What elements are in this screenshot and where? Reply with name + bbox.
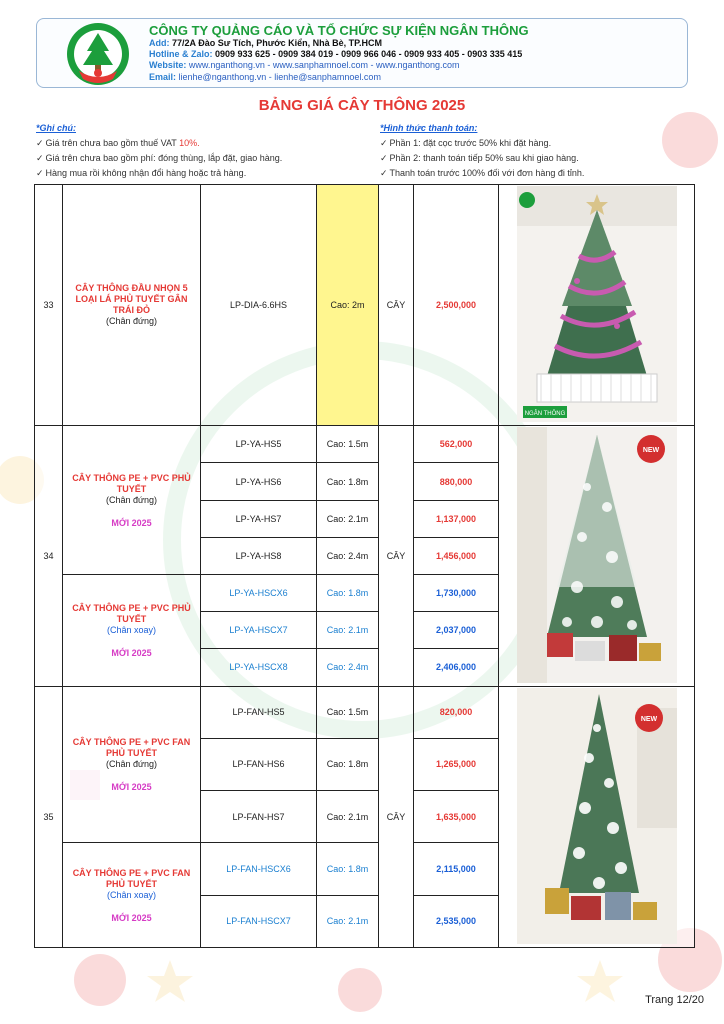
price: 2,500,000 (414, 185, 499, 426)
product-image-cell (499, 426, 695, 686)
payment-item: ✓ Phần 2: thanh toán tiếp 50% sau khi giao hàng. (380, 153, 579, 163)
note-item: ✓ Hàng mua rồi không nhận đổi hàng hoặc trả hàng. (36, 168, 247, 178)
price-table (34, 184, 695, 948)
price: 2,535,000 (414, 895, 499, 947)
product-size: Cao: 2.1m (317, 612, 379, 649)
product-name: CÂY THÔNG ĐẦU NHỌN 5 LOẠI LÁ PHỦ TUYẾT GÂN TRÁI ĐỎ (75, 283, 188, 316)
price: 880,000 (414, 463, 499, 500)
payment-heading: *Hình thức thanh toán: (380, 123, 478, 133)
unit: CÂY (379, 185, 414, 426)
payment-item: ✓ Phần 1: đặt cọc trước 50% khi đặt hàng. (380, 138, 552, 148)
stand-type: (Chân xoay) (106, 889, 157, 900)
product-size: Cao: 2.1m (317, 791, 379, 843)
price: 2,406,000 (414, 649, 499, 686)
pine-tree-with-ribbon-image (517, 186, 677, 422)
product-code: LP-YA-HS8 (201, 537, 317, 574)
note-item: ✓ Giá trên chưa bao gồm thuế VAT 10%. (36, 138, 200, 148)
product-size: Cao: 2.1m (317, 895, 379, 947)
product-size: Cao: 2.4m (317, 649, 379, 686)
company-logo (65, 21, 131, 87)
product-code: LP-FAN-HSCX7 (201, 895, 317, 947)
product-size: Cao: 1.5m (317, 686, 379, 738)
new-2025-label: MỚI 2025 (111, 517, 152, 528)
price: 1,635,000 (414, 791, 499, 843)
product-size: Cao: 2.1m (317, 500, 379, 537)
product-name-cell (63, 843, 201, 948)
product-name: CÂY THÔNG PE + PVC PHỦ TUYẾT (72, 602, 191, 624)
product-size: Cao: 1.8m (317, 575, 379, 612)
payment-item: ✓ Thanh toán trước 100% đối với đơn hàng đi tỉnh. (380, 168, 585, 178)
table-row (35, 426, 695, 463)
snow-pine-tree-image (517, 427, 677, 683)
product-name: CÂY THÔNG PE + PVC FAN PHỦ TUYẾT (72, 867, 191, 889)
new-2025-label: MỚI 2025 (111, 912, 152, 923)
snow-fan-pine-tree-image (517, 688, 677, 944)
notes-heading: *Ghi chú: (36, 123, 76, 133)
product-size: Cao: 1.8m (317, 463, 379, 500)
company-email[interactable]: Email: lienhe@nganthong.vn - lienhe@sanphamnoel.com (149, 71, 381, 82)
price: 820,000 (414, 686, 499, 738)
product-code: LP-FAN-HS5 (201, 686, 317, 738)
company-header (36, 18, 688, 88)
product-name-cell (63, 575, 201, 687)
table-row (35, 686, 695, 738)
new-badge: NEW (640, 715, 657, 723)
product-size: Cao: 2m (317, 185, 379, 426)
company-name: CÔNG TY QUẢNG CÁO VÀ TỔ CHỨC SỰ KIỆN NGÂN THÔNG (149, 23, 529, 38)
company-hotline: Hotline & Zalo: 0909 933 625 - 0909 384 019 - 0909 966 046 - 0909 933 405 - 0903 335 415 (149, 49, 523, 60)
price: 1,456,000 (414, 537, 499, 574)
product-name-cell (63, 185, 201, 426)
product-image-cell (499, 185, 695, 426)
unit: CÂY (379, 426, 414, 686)
price: 2,115,000 (414, 843, 499, 895)
notes-right (380, 121, 584, 181)
unit: CÂY (379, 686, 414, 947)
product-name: CÂY THÔNG PE + PVC PHỦ TUYẾT (72, 472, 191, 494)
new-badge: NEW (642, 446, 659, 454)
product-code: LP-FAN-HS7 (201, 791, 317, 843)
row-number: 33 (35, 185, 63, 426)
product-name-cell (63, 426, 201, 575)
product-size: Cao: 1.8m (317, 738, 379, 790)
product-size: Cao: 2.4m (317, 537, 379, 574)
product-code: LP-YA-HSCX7 (201, 612, 317, 649)
product-code: LP-YA-HS6 (201, 463, 317, 500)
price: 2,037,000 (414, 612, 499, 649)
stand-type: (Chân đứng) (105, 758, 158, 769)
product-code: LP-FAN-HS6 (201, 738, 317, 790)
product-code: LP-FAN-HSCX6 (201, 843, 317, 895)
stand-type: (Chân xoay) (106, 624, 157, 635)
new-2025-label: MỚI 2025 (111, 781, 152, 792)
price: 562,000 (414, 426, 499, 463)
new-2025-label: MỚI 2025 (111, 647, 152, 658)
company-website[interactable]: Website: www.nganthong.vn - www.sanphamnoel.com - www.nganthong.com (149, 60, 460, 71)
image-brand-label: NGÂN THÔNG (524, 411, 565, 418)
price: 1,137,000 (414, 500, 499, 537)
page-number: Trang 12/20 (645, 994, 704, 1006)
product-code: LP-YA-HS7 (201, 500, 317, 537)
stand-type: (Chân đứng) (105, 316, 158, 327)
page-title: BẢNG GIÁ CÂY THÔNG 2025 (258, 97, 466, 114)
product-code: LP-DIA-6.6HS (201, 185, 317, 426)
product-size: Cao: 1.5m (317, 426, 379, 463)
notes-left (36, 121, 282, 181)
price: 1,265,000 (414, 738, 499, 790)
company-address: Add: 77/2A Đào Sư Tích, Phước Kiển, Nhà Bè, TP.HCM (149, 38, 382, 48)
row-number: 35 (35, 686, 63, 947)
product-size: Cao: 1.8m (317, 843, 379, 895)
price: 1,730,000 (414, 575, 499, 612)
product-name: CÂY THÔNG PE + PVC FAN PHỦ TUYẾT (72, 736, 191, 758)
note-item: ✓ Giá trên chưa bao gồm phí: đóng thùng, lắp đặt, giao hàng. (36, 153, 283, 163)
product-image-cell (499, 686, 695, 947)
product-code: LP-YA-HSCX6 (201, 575, 317, 612)
stand-type: (Chân đứng) (105, 494, 158, 505)
product-name-cell (63, 686, 201, 843)
row-number: 34 (35, 426, 63, 686)
table-row (35, 185, 695, 426)
product-code: LP-YA-HS5 (201, 426, 317, 463)
product-code: LP-YA-HSCX8 (201, 649, 317, 686)
